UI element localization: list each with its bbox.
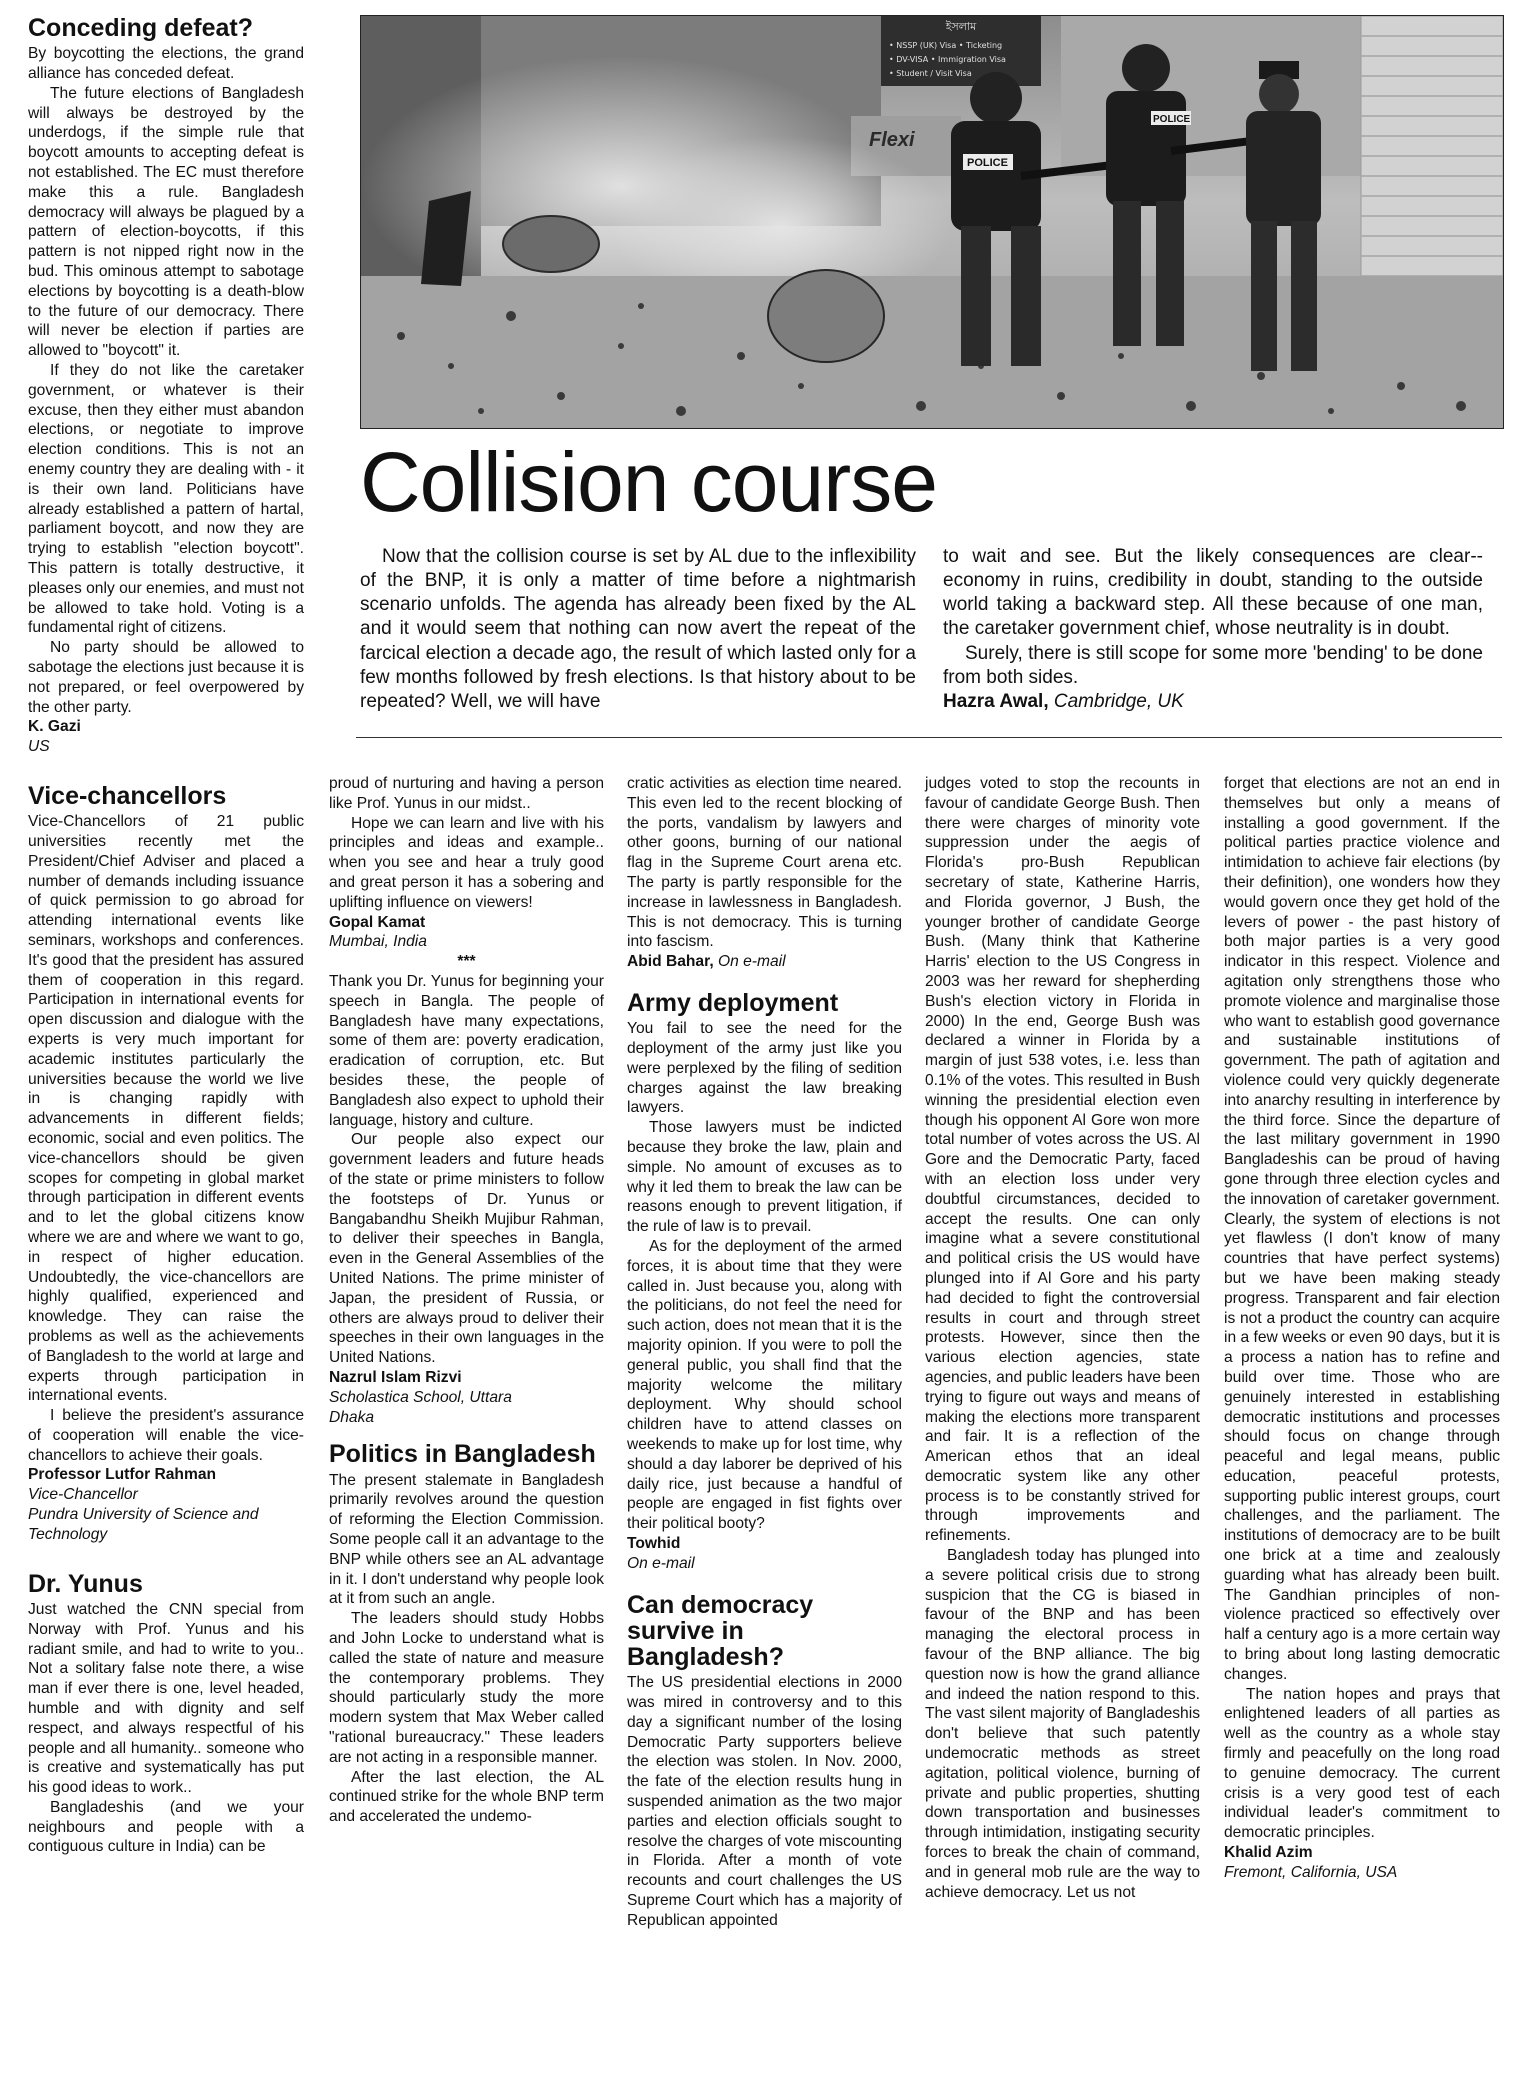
lead-signature [943,690,1483,714]
section-divider [356,737,1502,738]
lead-paragraph: Surely, there is still scope for some more 'bending' to be done from both sides. [943,642,1483,688]
shop-sign-line: • NSSP (UK) Visa • Ticketing [889,41,1003,50]
shop-sign-top-text: ইসলাম [945,20,977,33]
letter-paragraph: No party should be allowed to sabotage the elections just because it is not prepared, or feel overpowered by the other party. [28,639,304,716]
letter-title-can-democracy-survive: Can democracy survive in Bangladesh? [627,1590,814,1672]
letter-paragraph: Bangladesh today has plunged into a severe political crisis due to strong suspicion that the CG is biased in favour of the BNP and has been managing the electoral process in favour of the BNP alliance. The big question now is how the grand alliance and indeed the nation respond to this. The vast silent majority of Bangladeshis don't believe that such patently undemocratic methods as street agitation, political violence, burning of private and public properties, shutting down transportation and businesses through intimidation, instigating security forces to break the chain of command, and in general mob rule are the way to achieve democracy. Let us not [925,1547,1200,1901]
letter-paragraph: cratic activities as election time neared. This even led to the recent blocking of the ports, vandalism by lawyers and other goons, burning of our national flag in the Supreme Court arena etc. The party is partly responsible for the increase in lawlessness in Bangladesh. This is not democracy. This is turning into fascism. [627,775,902,951]
lead-paragraph: Now that the collision course is set by AL due to the inflexibility of the BNP, it is only a matter of time before a nightmarish scenario unfolds. The agenda has already been fixed by the AL and it would seem that nothing can now avert the repeat of the farcical election a decade ago, the result of which lasted only for a few months followed by fresh elections. Is that history about to be repeated? Well, we will have [360,546,916,712]
letter-title-politics: Politics in Bangladesh [329,1440,596,1469]
author-location: US [28,738,50,756]
author-name: Hazra Awal, [943,690,1049,712]
lead-column-right [943,545,1483,714]
author-name: Towhid [627,1534,681,1552]
author-location: Cambridge, UK [1053,690,1184,712]
author-name: Nazrul Islam Rizvi [329,1368,462,1386]
letter-paragraph: The nation hopes and prays that enlightened leaders of all parties as well as the country as a whole stay firmly and peacefully on the long road to genuine democracy. The current crisis is a very good test of each individual leader's commitment to democratic principles. [1224,1685,1500,1842]
letter-title-dr-yunus: Dr. Yunus [28,1569,143,1598]
author-location: On e-mail [627,1554,695,1572]
letter-signature [627,952,902,972]
letter-paragraph: The present stalemate in Bangladesh primarily revolves around the question of reforming the Election Commission. Some people call it an advantage to the BNP while others see an AL advantage in it. I don't understand why people look at it from such an angle. [329,1471,604,1608]
column-2 [329,774,604,1827]
author-name: Professor Lutfor Rahman [28,1466,217,1484]
letter-paragraph: Thank you Dr. Yunus for beginning your speech in Bangla. The people of Bangladesh have many expectations, some of them are: poverty eradication, eradication of corruption, etc. But besides these, the people of Bangladesh also expect to uphold their language, history and culture. [329,972,604,1129]
letter-paragraph: proud of nurturing and having a person like Prof. Yunus in our midst.. [329,775,604,812]
author-location: Dhaka [329,1408,375,1426]
column-5 [1224,774,1500,1883]
letter-paragraph: Those lawyers must be indicted because they broke the law, plain and simple. No amount of excuses as to why it led them to break the law can be reasons enough to prevent litigation, if the rule of law is to prevail. [627,1119,902,1236]
vest-label: POLICE [967,157,1008,169]
letter-paragraph: forget that elections are not an end in themselves but only a means of installing a good government. If the political parties practice violence and intimidation to achieve fair elections (by their definition), one wonders how they would govern once they get hold of the levers of power - the past history of both major parties is a very good indicator in this respect. Violence and agitation only strengthens those who promote violence and marginalise those who want to establish good governance and sustainable institutions of government. The path of agitation and violence could very quickly degenerate into anarchy resulting in interference by the third force. Since the departure of the last military government in 1990 Bangladeshis can be proud of having gone through three election cycles and the innovation of caretaker government. Clearly, the system of elections is not yet flawless (I don't know of many countries that have perfect systems) but we have been making steady progress. Transparent and fair election is not a product the country can acquire in a few weeks or even 90 days, but it is a process a nation has to refine and build over time. Those who are genuinely interested in establishing democratic institutions and processes should focus on change through peaceful and legal means, public education, peaceful protests, supporting public interest groups, court challenges, and the parliament. The institutions of democracy are to be built one brick at a time and zealously guarding what has already been built. The Gandhian principles of non-violence practiced so effectively over half a century ago is a more certain way to bring about long lasting democratic changes. [1224,775,1500,1683]
letter-paragraph: The leaders should study Hobbs and John Locke to understand what is called the state of nature and measure the contemporary problems. They should particularly study the more modern system that Max Weber called "rational bureaucracy." These leaders are not acting in a responsible manner. [329,1610,604,1766]
author-location: On e-mail [718,953,786,971]
author-name: K. Gazi [28,718,81,736]
letter-paragraph: The US presidential elections in 2000 was mired in controversy and to this day a significant number of the losing Democratic Party supporters believe the election was stolen. In Nov. 2000, the fate of the election results hung in suspended animation as the two major parties and election officials sought to resolve the charges of vote miscounting in Florida. After a month of vote recounts and court challenges the US Supreme Court which has a majority of Republican appointed [627,1674,902,1929]
letter-paragraph: The future elections of Bangladesh will always be destroyed by the underdogs, if the simple rule that boycott amounts to accepting defeat is not established. The EC must therefore make this a rule. Bangladesh democracy will always be plagued by a pattern of election-boycotts, if this pattern is not nipped right now in the bud. This ominous attempt to sabotage elections by boycotting is a death-blow to the future of our democracy. There will never be election if parties are allowed to "boycott" it. [28,84,304,360]
letter-paragraph: judges voted to stop the recounts in favour of candidate George Bush. Then there were charges of minority vote suppression under the aegis of Florida's pro-Bush Republican secretary of state, Katherine Harris, and Florida governor, J Bush, the younger brother of candidate George Bush. (Many think that Katherine Harris' election to the US Congress in 2003 was her reward for shepherding Bush's election victory in Florida in 2000) In the end, George Bush was declared a winner in Florida by a margin of just 538 votes, i.e. less than 0.1% of the votes. This resulted in Bush winning the presidential election even though his opponent Al Gore won more total number of votes across the US. Al Gore and the Democratic Party, faced with an election loss under very doubtful circumstances, decided to accept the results. One can only imagine what a severe constitutional and political crisis the US would have plunged into if Al Gore and his party had decided to fight the controversial results in court and through street protests. However, since then the various election agencies, state agencies, and public leaders have been trying to figure out ways and means of making the elections more transparent and fair. It is a reflection of the American ethos that an ideal democratic system like any other process is to be constantly strived for through improvements and refinements. [925,775,1200,1545]
lead-headline: Collision course [360,435,937,529]
letter-title-army-deployment: Army deployment [627,988,839,1017]
letter-paragraph: You fail to see the need for the deployment of the army just like you were perplexed by the filing of sedition charges against the law breaking lawyers. [627,1020,902,1117]
lead-paragraph: to wait and see. But the likely consequences are clear--economy in ruins, credibility in doubt, standing to the outside world taking a backward step. All these because of one man, the caretaker government chief, whose neutrality is in doubt. [943,546,1483,640]
author-name: Abid Bahar, [627,953,714,971]
letter-paragraph: Bangladeshis (and we your neighbours and people with a contiguous culture in India) can be [28,1798,304,1856]
letter-paragraph: After the last election, the AL continued strike for the whole BNP term and accelerated the undemo- [329,1768,604,1826]
author-affiliation: Scholastica School, Uttara [329,1388,512,1406]
author-location: Fremont, California, USA [1224,1863,1398,1881]
author-location: Mumbai, India [329,933,427,951]
author-name: Khalid Azim [1224,1844,1313,1862]
letter-title-conceding-defeat: Conceding defeat? [28,14,254,42]
letter-paragraph: As for the deployment of the armed forces, it is about time that they were called in. Just because you, along with the politicians, do not feel the need for such action, does not mean that it is the majority opinion. If you were to poll the general public, you shall find that the majority welcome the military deployment. Why should school children have to attend classes on weekends to make up for lost time, why should a day laborer be deprived of his daily rice, just because a handful of people are engaged in fist fights over their political booty? [627,1237,902,1533]
column-1 [28,15,304,1857]
letter-paragraph: Our people also expect our government leaders and future heads of the state or prime ministers to follow the footsteps of Dr. Yunus or Bangabandhu Sheikh Mujibur Rahman, to deliver their speeches in Bangla, even in the General Assemblies of the United Nations. The prime minister of Japan, the president of Russia, or others are always proud to deliver their speeches in their own languages in the United Nations. [329,1131,604,1367]
column-4 [925,774,1200,1902]
vest-label: POLICE [1153,114,1191,125]
letter-paragraph: Just watched the CNN special from Norway with Prof. Yunus and his radiant smile, and had to write to you.. Not a solitary false note there, a wise man if ever there is one, level headed, humble and with dignity and self respect, and always respectful of his people and all humanity.. someone who is creative and systematically has put his good ideas to work.. [28,1600,304,1797]
street-clash-photo [360,15,1504,429]
photo-illustration [361,16,1503,428]
shop-sign-line: • DV-VISA • Immigration Visa [889,55,1006,64]
letter-title-vice-chancellors: Vice-chancellors [28,781,227,810]
letter-paragraph: If they do not like the caretaker government, or whatever is their excuse, then they either must abandon elections, or negotiate to improve election conditions. This is not an enemy country they are dealing with - it is their own land. Politicians have already established a pattern of hartal, parliament boycott, and now they are trying to establish "election boycott". This pattern is totally destructive, it pleases only our enemies, and must not be allowed to take hold. Voting is a fundamental right of citizens. [28,362,304,637]
flexi-sign-text: Flexi [869,129,915,151]
section-separator: *** [457,953,476,971]
author-name: Gopal Kamat [329,913,426,931]
letter-paragraph: By boycotting the elections, the grand alliance has conceded defeat. [28,45,304,83]
basket [768,270,884,362]
letter-paragraph: Hope we can learn and live with his principles and ideas and example.. when you see and hear a truly good and great person it has a sobering and uplifting influence on viewers! [329,814,604,911]
shop-sign-line: • Student / Visit Visa [889,69,972,78]
author-affiliation: Pundra University of Science and Technology [28,1506,259,1543]
letter-paragraph: I believe the president's assurance of cooperation will enable the vice-chancellors to achieve their goals. [28,1407,304,1464]
column-3 [627,774,902,1931]
author-title: Vice-Chancellor [28,1486,138,1504]
letter-paragraph: Vice-Chancellors of 21 public universities recently met the President/Chief Adviser and placed a number of demands including issuance of quick permission to go abroad for attending international events like seminars, workshops and conferences. It's good that the president has assured them of cooperation in this regard. Participation in international events for open discussion and dialogue with the experts is very much important for academic institutes particularly the universities because the world we live in is changing rapidly with advancements in different fields; economic, social and even politics. The vice-chancellors should be given scopes for competing in global market through participation in different events and to let the global citizens know where we are and where we want to go, in respect of higher education. Undoubtedly, the vice-chancellors are highly qualified, experienced and knowledge. They can raise the problems as well as the achievements of Bangladesh to the world at large and experts through participation in international events. [28,813,304,1405]
basket [503,216,599,272]
lead-column-left [360,545,916,714]
